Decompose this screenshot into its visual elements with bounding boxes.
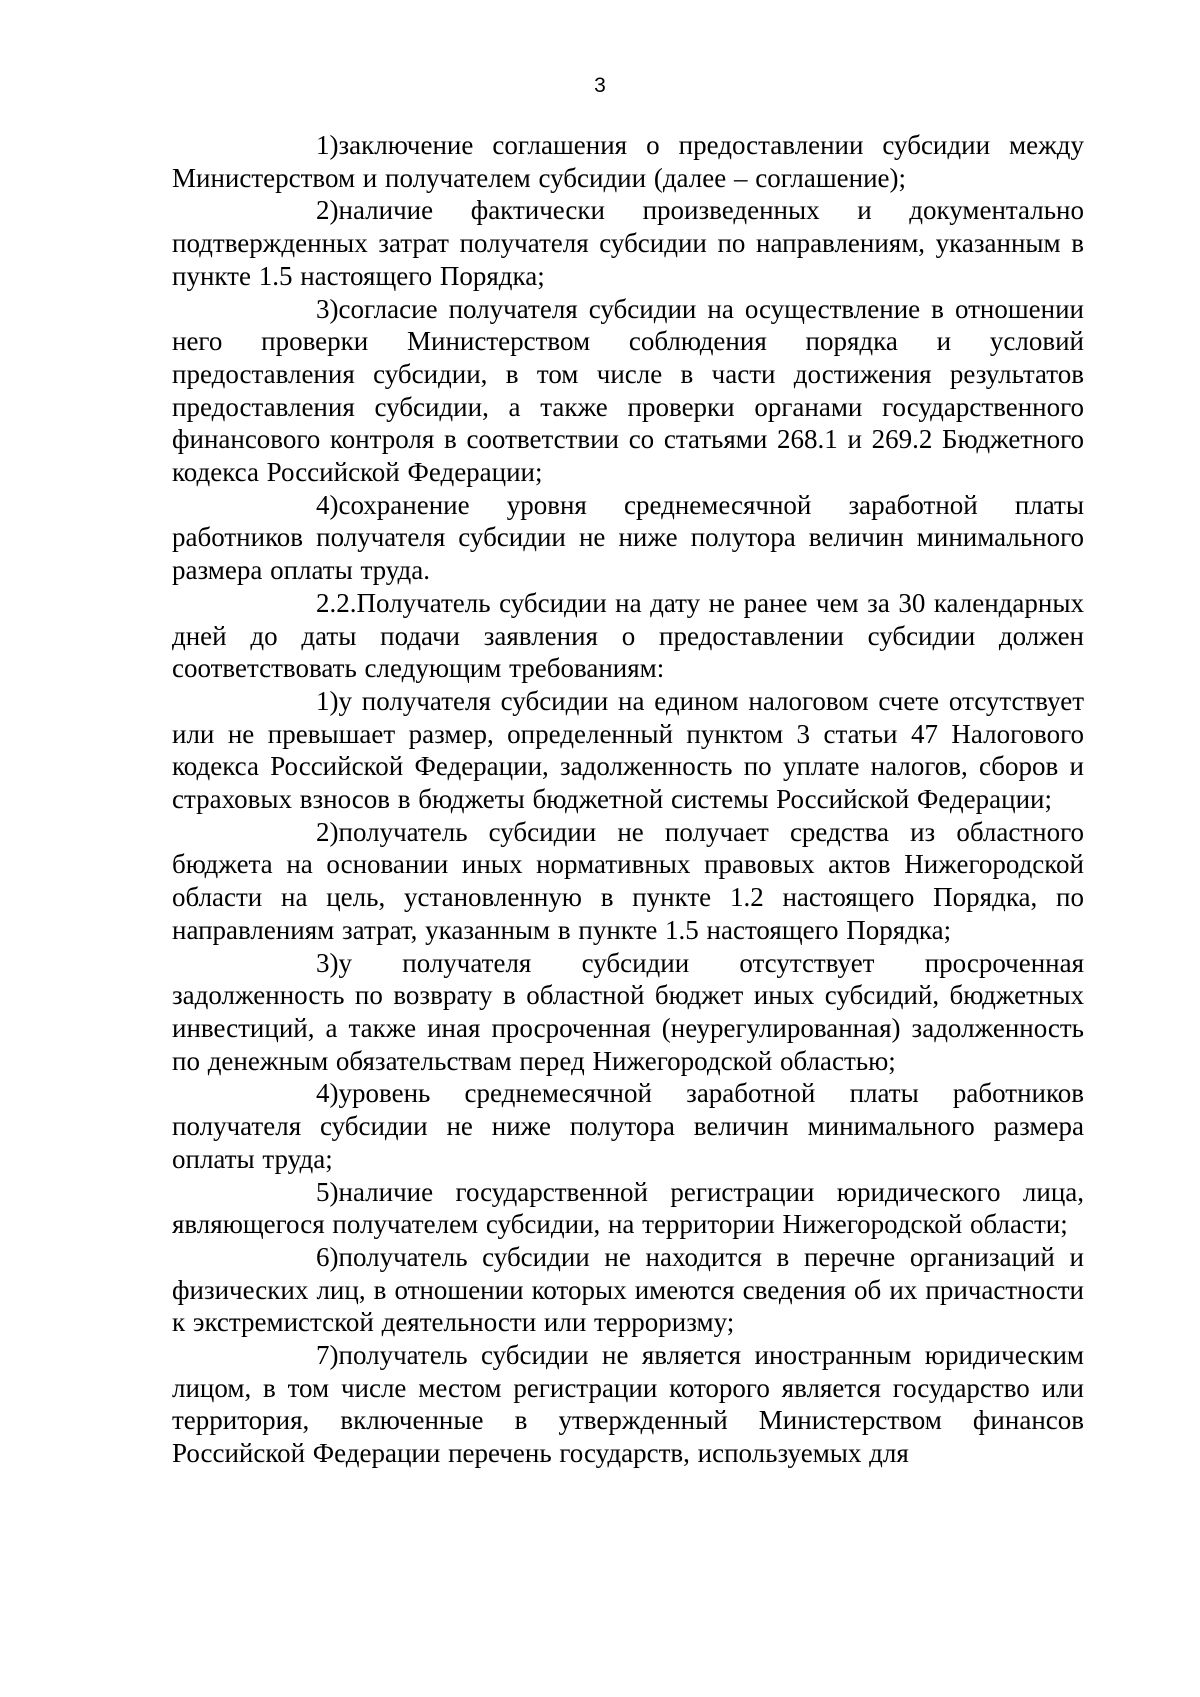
list-item [172, 816, 1084, 947]
list-item [172, 1339, 1084, 1470]
item-number: 2) [316, 816, 339, 847]
list-item [172, 489, 1084, 587]
list-item [172, 293, 1084, 489]
item-text: согласие получателя субсидии на осуществление в отношении него проверки Министерством соблюдения порядка и условий предоставления субсидии, в том числе в части достижения результатов предоставления субсидии, а также проверки органами государственного финансового контроля в соответствии со статьями 268.1 и 269.2 Бюджетного кодекса Российской Федерации; [172, 293, 1084, 488]
item-number: 5) [316, 1176, 339, 1207]
item-number: 7) [316, 1340, 339, 1371]
item-number: 2) [316, 195, 339, 226]
item-text: сохранение уровня среднемесячной заработной платы работников получателя субсидии не ниже полутора величин минимального размера оплаты труда. [172, 489, 1084, 586]
item-number: 1) [316, 130, 339, 160]
item-text: наличие фактически произведенных и документально подтвержденных затрат получателя субсидии по направлениям, указанным в пункте 1.5 настоящего Порядка; [172, 195, 1084, 291]
list-item [172, 129, 1084, 194]
item-text: наличие государственной регистрации юридического лица, являющегося получателем субсидии, на территории Нижегородской области; [172, 1176, 1084, 1240]
list-item [172, 685, 1084, 816]
item-number: 1) [316, 685, 339, 716]
item-number: 3) [316, 947, 339, 978]
item-text: получатель субсидии не является иностранным юридическим лицом, в том числе местом регистрации которого является государство или территория, включенные в утвержденный Министерством финансов Российской Федерации перечень государств, используемых для [172, 1340, 1084, 1469]
list-item [172, 1077, 1084, 1175]
list-item [172, 947, 1084, 1078]
section-text: Получатель субсидии на дату не ранее чем за 30 календарных дней до даты подачи заявления о предоставлении субсидии должен соответствовать следующим требованиям: [172, 587, 1084, 684]
item-text: получатель субсидии не получает средства из областного бюджета на основании иных нормативных правовых актов Нижегородской области на цель, установленную в пункте 1.2 настоящего Порядка, по направлениям затрат, указанным в пункте 1.5 настоящего Порядка; [172, 816, 1084, 945]
item-text: у получателя субсидии на едином налоговом счете отсутствует или не превышает размер, определенный пунктом 3 статьи 47 Налогового кодекса Российской Федерации, задолженность по уплате налогов, сборов и страховых взносов в бюджеты бюджетной системы Российской Федерации; [172, 685, 1084, 815]
section-paragraph [172, 587, 1084, 685]
page-number: 3 [594, 74, 606, 97]
item-text: заключение соглашения о предоставлении субсидии между Министерством и получателем субсидии (далее – соглашение); [172, 130, 1084, 193]
item-text: уровень среднемесячной заработной платы работников получателя субсидии не ниже полутора величин минимального размера оплаты труда; [172, 1078, 1084, 1174]
list-item [172, 1241, 1084, 1339]
item-number: 6) [316, 1241, 339, 1272]
list-item [172, 194, 1084, 292]
item-number: 3) [316, 293, 339, 324]
item-number: 4) [316, 1078, 339, 1109]
item-number: 4) [316, 489, 339, 520]
section-number: 2.2. [316, 587, 357, 618]
document-body [172, 129, 1084, 1470]
item-text: получатель субсидии не находится в перечне организаций и физических лиц, в отношении которых имеются сведения об их причастности к экстремистской деятельности или терроризму; [172, 1241, 1084, 1338]
list-item [172, 1176, 1084, 1241]
item-text: у получателя субсидии отсутствует просроченная задолженность по возврату в областной бюджет иных субсидий, бюджетных инвестиций, а также иная просроченная (неурегулированная) задолженность по денежным обязательствам перед Нижегородской областью; [172, 947, 1084, 1076]
